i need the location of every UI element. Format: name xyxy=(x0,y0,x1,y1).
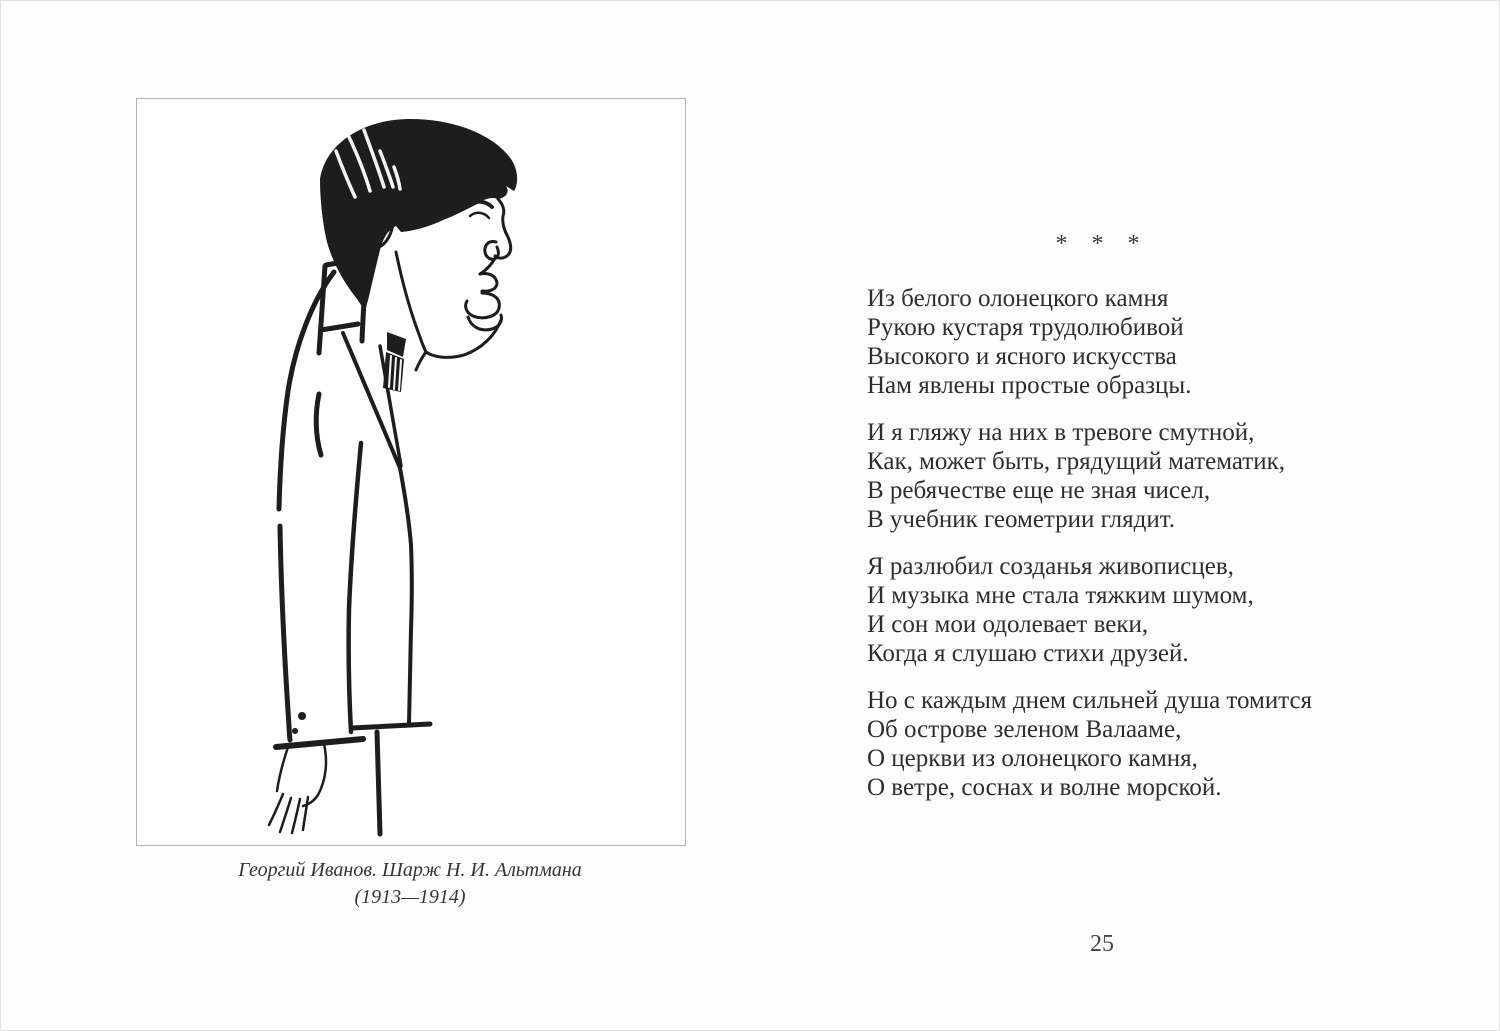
poem-line: О ветре, соснах и волне морской. xyxy=(867,774,1222,801)
stanza-2 xyxy=(867,418,1427,534)
cuff-buttons xyxy=(292,712,306,734)
caption-line-1: Георгий Иванов. Шарж Н. И. Альтмана xyxy=(238,859,582,881)
page-number: 25 xyxy=(1090,931,1114,957)
poem-line: Когда я слушаю стихи друзей. xyxy=(867,640,1189,667)
coat-hem xyxy=(352,724,430,728)
poem-line: Но с каждым днем сильней душа томится xyxy=(867,687,1313,714)
caricature-drawing xyxy=(137,99,685,845)
caption-line-2: (1913—1914) xyxy=(354,886,466,908)
stanza-1 xyxy=(867,284,1427,400)
stanza-3 xyxy=(867,552,1427,668)
poem-line: В ребячестве еще не зная чисел, xyxy=(867,477,1211,504)
poem-line: И музыка мне стала тяжким шумом, xyxy=(867,582,1254,609)
illustration-caption xyxy=(136,857,684,911)
poem-line: Рукою кустаря трудолюбивой xyxy=(867,314,1184,341)
sleeve-inner-seam xyxy=(349,443,361,732)
poem xyxy=(867,284,1427,820)
trouser-line xyxy=(377,732,380,834)
lapel-left-edge xyxy=(343,333,400,468)
poem-line: О церкви из олонецкого камня, xyxy=(867,745,1198,772)
poem-line: Из белого олонецкого камня xyxy=(867,285,1169,312)
hand xyxy=(269,744,326,833)
poem-line: И я гляжу на них в тревоге смутной, xyxy=(867,419,1255,446)
stanza-4 xyxy=(867,686,1427,802)
poem-line: И сон мои одолевает веки, xyxy=(867,611,1149,638)
coat-front-edge xyxy=(400,468,412,724)
illustration-frame xyxy=(136,98,686,846)
poem-line: Нам явлены простые образцы. xyxy=(867,372,1192,399)
poem-line: Высокого и ясного искусства xyxy=(867,343,1177,370)
section-marker-asterisks: * * * xyxy=(1055,231,1149,257)
poem-line: Об острове зеленом Валааме, xyxy=(867,716,1182,743)
poem-line: Как, может быть, грядущий математик, xyxy=(867,448,1285,475)
coat-outline xyxy=(279,272,334,740)
poem-line: Я разлюбил созданья живописцев, xyxy=(867,553,1234,580)
poem-line: В учебник геометрии глядит. xyxy=(867,506,1176,533)
eye xyxy=(470,213,489,218)
